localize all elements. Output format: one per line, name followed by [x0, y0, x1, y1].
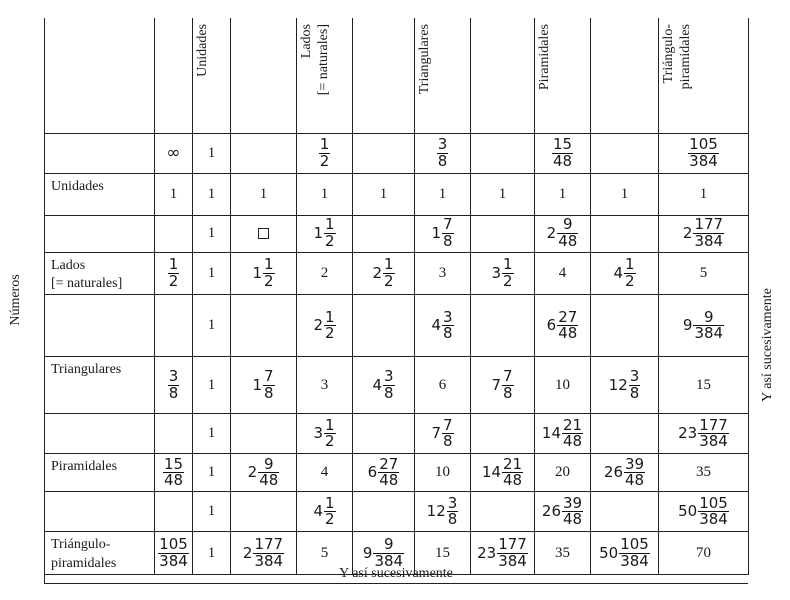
column-header [471, 18, 535, 133]
column-header: Triangulares [415, 18, 471, 133]
table-cell: 14 $\frac{21}{48}$ [471, 454, 535, 492]
table-cell [231, 133, 297, 173]
column-header: Piramidales [535, 18, 591, 133]
column-header: Unidades [193, 18, 231, 133]
table-row [45, 133, 749, 173]
table-row [45, 492, 749, 532]
table-cell: 1 [591, 173, 659, 215]
table-cell: $\frac{15}{48}$ [535, 133, 591, 173]
table-cell: 4 $\frac{1}{2}$ [297, 492, 353, 532]
table-row [45, 295, 749, 357]
table-cell [155, 414, 193, 454]
table-cell: 1 [353, 173, 415, 215]
table-cell: 50 $\frac{105}{384}$ [659, 492, 749, 532]
table-row [45, 252, 749, 295]
table-cell: 1 [297, 173, 353, 215]
table-cell [471, 133, 535, 173]
table-row [45, 454, 749, 492]
table-cell: 2 $\frac{1}{2}$ [353, 252, 415, 295]
table-cell [353, 295, 415, 357]
table-cell: 1 [193, 357, 231, 414]
row-label: Triángulo- piramidales [45, 532, 155, 575]
table-cell: 1 [231, 173, 297, 215]
table-cell [231, 414, 297, 454]
table-cell [591, 295, 659, 357]
table-cell: 1 [535, 173, 591, 215]
table-cell: 1 [193, 295, 231, 357]
table-cell: 7 $\frac{7}{8}$ [415, 414, 471, 454]
table-cell: 6 $\frac{27}{48}$ [535, 295, 591, 357]
table-cell: 1 $\frac{7}{8}$ [415, 215, 471, 252]
table-cell: $\frac{3}{8}$ [415, 133, 471, 173]
table-cell: 6 [415, 357, 471, 414]
table-cell: 3 [415, 252, 471, 295]
column-header [231, 18, 297, 133]
column-header: Lados [= naturales] [297, 18, 353, 133]
table-cell: 70 [659, 532, 749, 575]
row-label [45, 295, 155, 357]
table-cell: 1 [193, 532, 231, 575]
table-cell [353, 414, 415, 454]
table-cell: 9 $\frac{9}{384}$ [353, 532, 415, 575]
table-cell: 2 [297, 252, 353, 295]
number-table [44, 18, 749, 575]
table-cell [591, 492, 659, 532]
table-cell [353, 492, 415, 532]
table-cell: 7 $\frac{7}{8}$ [471, 357, 535, 414]
table-cell: 23 $\frac{177}{384}$ [659, 414, 749, 454]
table-cell [231, 215, 297, 252]
column-header: Triángulo- piramidales [659, 18, 749, 133]
table-cell [353, 215, 415, 252]
table-cell: 35 [659, 454, 749, 492]
column-header [591, 18, 659, 133]
table-cell: 2 $\frac{9}{48}$ [231, 454, 297, 492]
table-row [45, 173, 749, 215]
table-cell: 1 [155, 173, 193, 215]
table-cell: 4 $\frac{3}{8}$ [353, 357, 415, 414]
table-cell [591, 215, 659, 252]
header-row [45, 18, 749, 133]
table-cell [155, 295, 193, 357]
table-cell: $\frac{15}{48}$ [155, 454, 193, 492]
table-cell: ∞ [155, 133, 193, 173]
table-row [45, 357, 749, 414]
row-label: Unidades [45, 173, 155, 215]
table-cell [231, 295, 297, 357]
bottom-rule [44, 583, 748, 584]
table-cell: 50 $\frac{105}{384}$ [591, 532, 659, 575]
table-cell: $\frac{1}{2}$ [155, 252, 193, 295]
row-label [45, 133, 155, 173]
table-cell: $\frac{1}{2}$ [297, 133, 353, 173]
row-label [45, 414, 155, 454]
table-cell: 1 $\frac{1}{2}$ [297, 215, 353, 252]
table-cell [231, 492, 297, 532]
table-cell: 35 [535, 532, 591, 575]
table-cell: 6 $\frac{27}{48}$ [353, 454, 415, 492]
table-cell [471, 414, 535, 454]
table-cell [591, 414, 659, 454]
table-cell: 14 $\frac{21}{48}$ [535, 414, 591, 454]
table-cell: 26 $\frac{39}{48}$ [591, 454, 659, 492]
table-cell: 1 [471, 173, 535, 215]
table-cell: 4 [535, 252, 591, 295]
side-label-right: Y así sucesivamente [760, 288, 775, 402]
table-cell: 1 [659, 173, 749, 215]
table-cell [155, 215, 193, 252]
side-label-left: Números [8, 274, 23, 326]
table-cell: 4 $\frac{3}{8}$ [415, 295, 471, 357]
table-cell: 20 [535, 454, 591, 492]
table-cell: 2 $\frac{1}{2}$ [297, 295, 353, 357]
placeholder-box [258, 228, 269, 239]
table-cell: 15 [415, 532, 471, 575]
table-cell [591, 133, 659, 173]
table-cell [471, 492, 535, 532]
table-cell: 9 $\frac{9}{384}$ [659, 295, 749, 357]
table-cell: 23 $\frac{177}{384}$ [471, 532, 535, 575]
row-label [45, 492, 155, 532]
row-label: Lados [= naturales] [45, 252, 155, 295]
table-cell: 5 [297, 532, 353, 575]
table-row [45, 414, 749, 454]
table-cell: 2 $\frac{177}{384}$ [231, 532, 297, 575]
table-cell: 1 $\frac{1}{2}$ [231, 252, 297, 295]
table-cell: 1 [193, 252, 231, 295]
table-cell: 10 [415, 454, 471, 492]
table-cell [471, 215, 535, 252]
table-cell: 15 [659, 357, 749, 414]
table-cell: 2 $\frac{177}{384}$ [659, 215, 749, 252]
table-row [45, 215, 749, 252]
table-cell: 2 $\frac{9}{48}$ [535, 215, 591, 252]
row-label [45, 215, 155, 252]
table-cell: 12 $\frac{3}{8}$ [591, 357, 659, 414]
table-cell: 1 [193, 215, 231, 252]
table-cell: 1 [415, 173, 471, 215]
table-cell [353, 133, 415, 173]
bottom-label: Y así sucesivamente [339, 566, 453, 581]
table-cell: 3 $\frac{1}{2}$ [471, 252, 535, 295]
table-cell: 4 $\frac{1}{2}$ [591, 252, 659, 295]
column-header [155, 18, 193, 133]
table-cell: $\frac{3}{8}$ [155, 357, 193, 414]
table-cell: 1 [193, 454, 231, 492]
table-cell: 1 [193, 492, 231, 532]
table-cell: 4 [297, 454, 353, 492]
table-cell: 1 [193, 173, 231, 215]
table-cell: $\frac{105}{384}$ [155, 532, 193, 575]
table-cell: 5 [659, 252, 749, 295]
table-cell: 1 $\frac{7}{8}$ [231, 357, 297, 414]
table-cell: 10 [535, 357, 591, 414]
column-header [353, 18, 415, 133]
table-cell: 3 $\frac{1}{2}$ [297, 414, 353, 454]
table-cell: 1 [193, 414, 231, 454]
table-cell: $\frac{105}{384}$ [659, 133, 749, 173]
table-cell [155, 492, 193, 532]
row-label: Piramidales [45, 454, 155, 492]
table-cell: 3 [297, 357, 353, 414]
table-cell: 1 [193, 133, 231, 173]
table-cell [471, 295, 535, 357]
row-label: Triangulares [45, 357, 155, 414]
table-cell: 26 $\frac{39}{48}$ [535, 492, 591, 532]
table-cell: 12 $\frac{3}{8}$ [415, 492, 471, 532]
column-header [45, 18, 155, 133]
